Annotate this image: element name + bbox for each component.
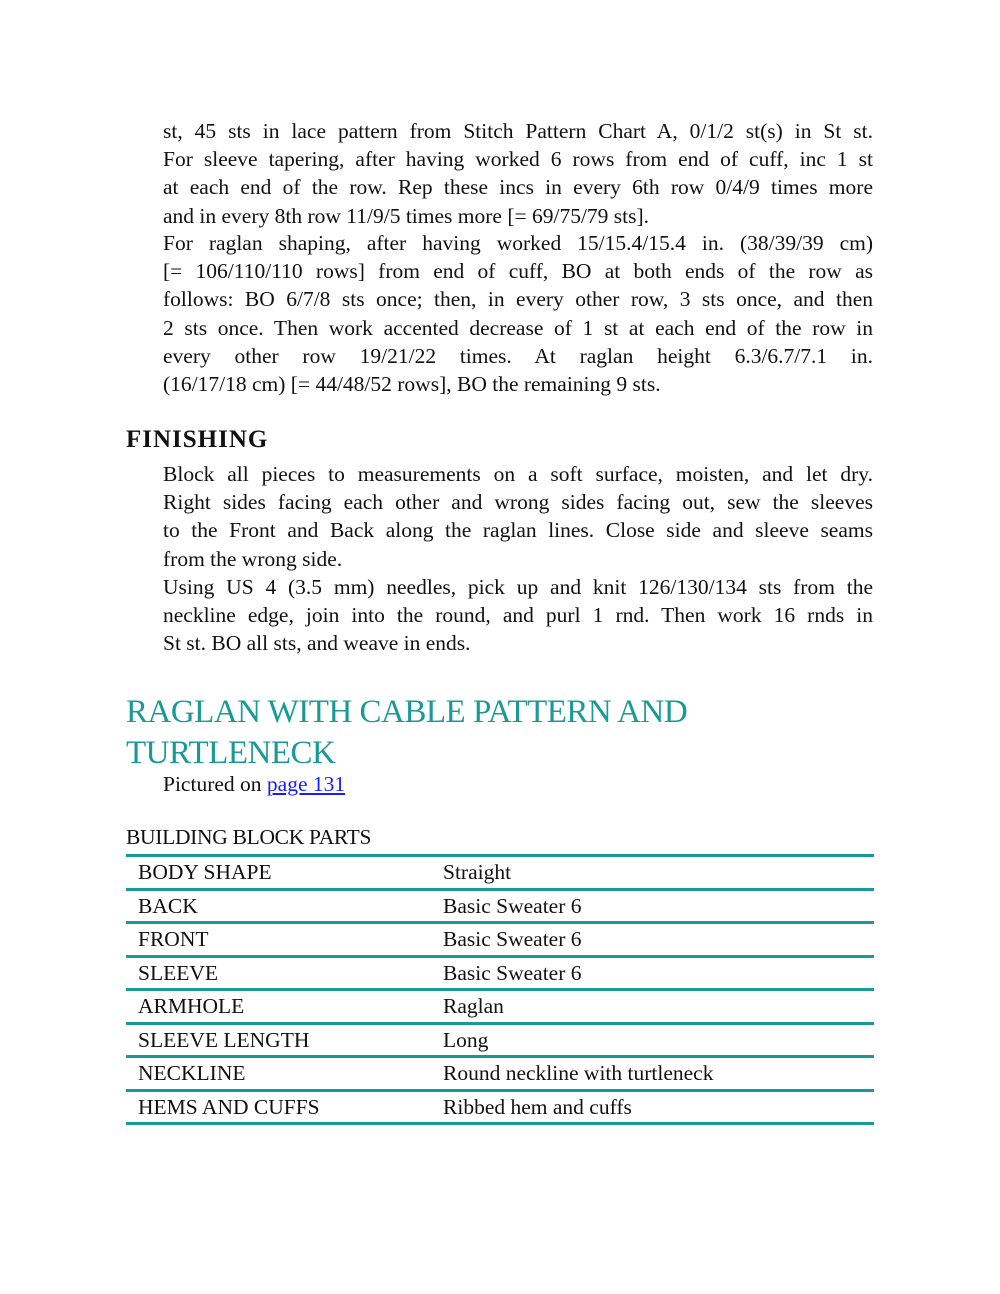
part-name: SLEEVE LENGTH (126, 1023, 431, 1057)
part-value: Long (431, 1023, 874, 1057)
part-value: Basic Sweater 6 (431, 889, 874, 923)
text-line: st, 45 sts in lace pattern from Stitch Pattern Chart A, 0/1/2 st(s) in St st. (163, 119, 873, 143)
text-line: For sleeve tapering, after having worked 6 rows from end of cuff, inc 1 st (163, 147, 873, 172)
finishing-paragraph-2 (163, 573, 873, 658)
raglan-shaping-paragraph (163, 229, 873, 398)
text-line: Right sides facing each other and wrong sides facing out, sew the sleeves (163, 490, 873, 515)
sleeve-continued-paragraph (163, 117, 873, 230)
part-name: ARMHOLE (126, 990, 431, 1024)
table-row (126, 1023, 874, 1057)
text-line: follows: BO 6/7/8 sts once; then, in every other row, 3 sts once, and then (163, 287, 873, 312)
part-name: SLEEVE (126, 956, 431, 990)
part-name: FRONT (126, 923, 431, 957)
finishing-heading: FINISHING (126, 426, 269, 453)
part-value: Basic Sweater 6 (431, 956, 874, 990)
table-row (126, 990, 874, 1024)
text-line: [= 106/110/110 rows] from end of cuff, BO at both ends of the row as (163, 259, 873, 284)
section-title-line-2: TURTLENECK (126, 735, 336, 771)
page-link[interactable]: page 131 (266, 772, 346, 796)
text-line: Using US 4 (3.5 mm) needles, pick up and knit 126/130/134 sts from the (163, 575, 873, 599)
pictured-prefix: Pictured on (163, 772, 267, 796)
table-row (126, 1057, 874, 1091)
part-value: Ribbed hem and cuffs (431, 1090, 874, 1124)
building-block-table (126, 854, 874, 1125)
part-value: Round neckline with turtleneck (431, 1057, 874, 1091)
text-line: every other row 19/21/22 times. At raglan height 6.3/6.7/7.1 in. (163, 343, 873, 368)
table-row (126, 1090, 874, 1124)
text-line: and in every 8th row 11/9/5 times more [= 69/75/79 sts]. (163, 203, 650, 228)
part-name: BODY SHAPE (126, 856, 431, 890)
part-name: HEMS AND CUFFS (126, 1090, 431, 1124)
text-line: For raglan shaping, after having worked 15/15.4/15.4 in. (38/39/39 cm) (163, 231, 873, 255)
part-name: BACK (126, 889, 431, 923)
text-line: to the Front and Back along the raglan lines. Close side and sleeve seams (163, 518, 873, 543)
table-row (126, 856, 874, 890)
text-line: (16/17/18 cm) [= 44/48/52 rows], BO the remaining 9 sts. (163, 372, 661, 397)
text-line: at each end of the row. Rep these incs in every 6th row 0/4/9 times more (163, 175, 873, 200)
building-block-label: BUILDING BLOCK PARTS (126, 825, 372, 849)
text-line: St st. BO all sts, and weave in ends. (163, 631, 471, 656)
text-line: from the wrong side. (163, 546, 343, 571)
finishing-paragraph-1 (163, 460, 873, 573)
table-row (126, 923, 874, 957)
part-value: Basic Sweater 6 (431, 923, 874, 957)
pictured-on-note (163, 772, 345, 797)
part-value: Straight (431, 856, 874, 890)
text-line: neckline edge, join into the round, and purl 1 rnd. Then work 16 rnds in (163, 603, 873, 628)
text-line: Block all pieces to measurements on a soft surface, moisten, and let dry. (163, 462, 873, 486)
section-title-line-1: RAGLAN WITH CABLE PATTERN AND (126, 694, 688, 730)
section-title (126, 692, 886, 774)
part-name: NECKLINE (126, 1057, 431, 1091)
text-line: 2 sts once. Then work accented decrease of 1 st at each end of the row in (163, 315, 873, 340)
part-value: Raglan (431, 990, 874, 1024)
table-row (126, 956, 874, 990)
table-row (126, 889, 874, 923)
